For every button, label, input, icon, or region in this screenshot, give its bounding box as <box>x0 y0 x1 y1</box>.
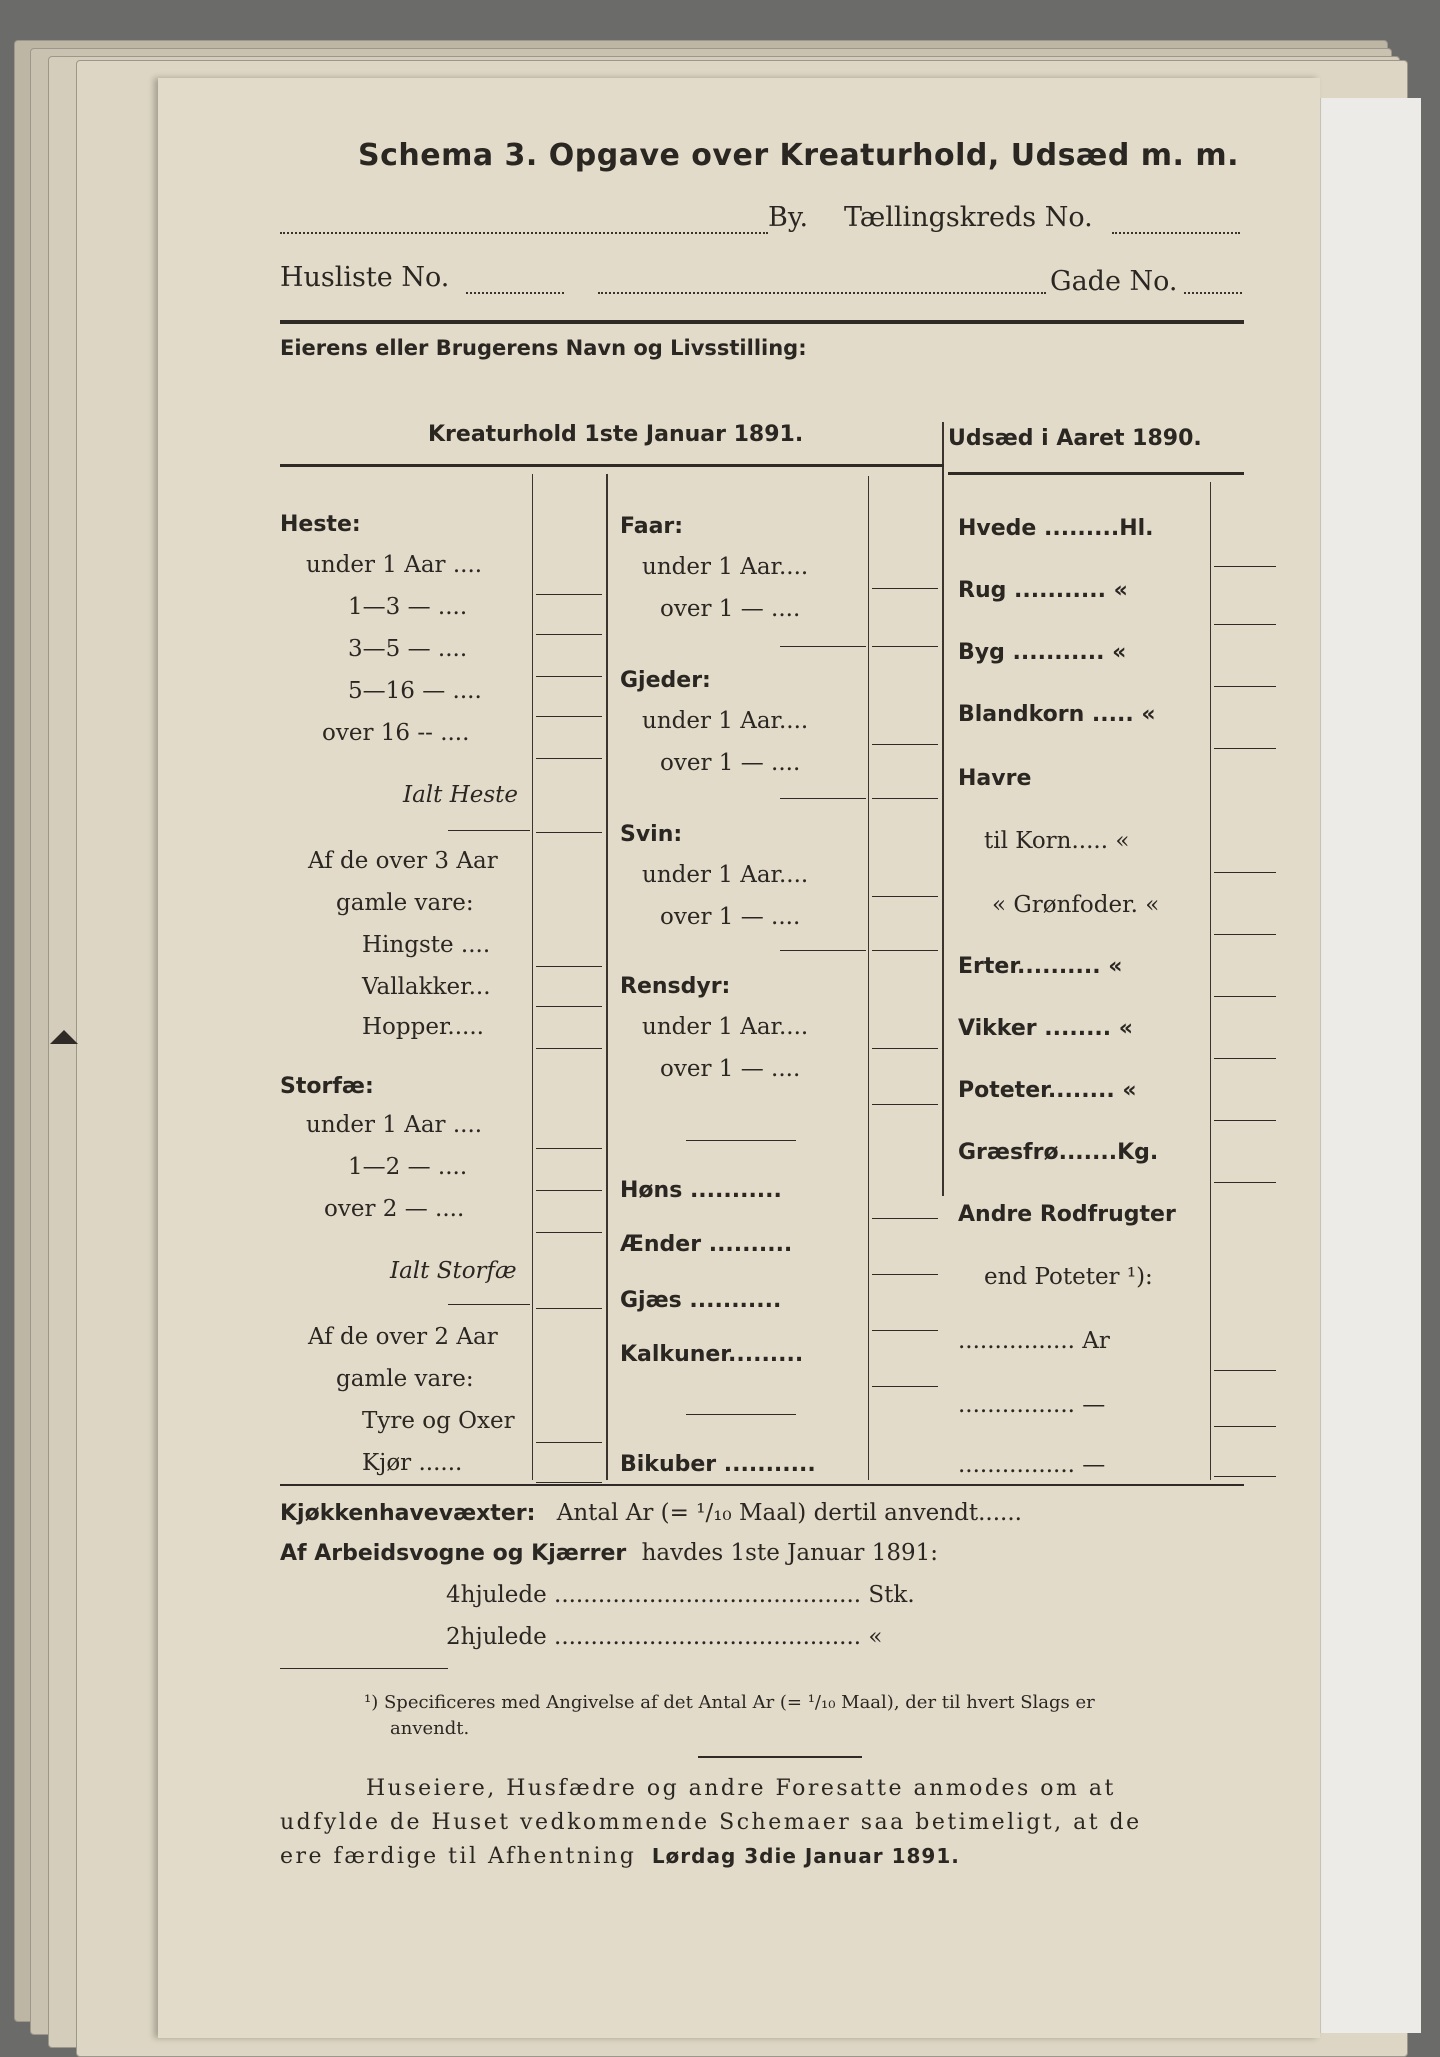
hingste: Hingste .... <box>362 932 491 958</box>
hvede: Hvede .........Hl. <box>958 516 1154 541</box>
col1-cell-rule <box>536 1442 602 1443</box>
svin-heading: Svin: <box>620 822 683 847</box>
by-field[interactable] <box>280 224 768 234</box>
col3-cell-rule <box>1214 1120 1276 1121</box>
col2-cell-rule <box>872 646 938 647</box>
ialt-storfae-rule <box>448 1304 530 1305</box>
col1-cell-rule <box>536 832 602 833</box>
form-page <box>158 78 1320 2038</box>
ialt-storfae: Ialt Storfæ <box>390 1258 517 1284</box>
col3-cell-rule <box>1214 1058 1276 1059</box>
heste-3-5: 3—5 — .... <box>348 636 468 662</box>
aender: Ænder .......... <box>620 1232 793 1257</box>
to-hjulede: 2hjulede .......................................... « <box>446 1624 883 1650</box>
udsaed-rule <box>948 472 1244 475</box>
col3-cell-rule <box>1214 996 1276 997</box>
rensdyr-sum-rule <box>686 1140 796 1141</box>
kjokkenhave-label: Kjøkkenhavevæxter: <box>280 1501 536 1526</box>
notice-separator <box>698 1756 862 1758</box>
street-field[interactable] <box>598 284 1046 294</box>
udsaed-heading: Udsæd i Aaret 1890. <box>948 426 1202 451</box>
gamle-vare-2: gamle vare: <box>336 1366 474 1392</box>
col2-cell-rule <box>872 1218 938 1219</box>
vallakker: Vallakker... <box>362 974 491 1000</box>
col1-cell-rule <box>536 1048 602 1049</box>
kreaturhold-heading: Kreaturhold 1ste Januar 1891. <box>428 422 804 447</box>
tyre-og-oxer: Tyre og Oxer <box>362 1408 515 1434</box>
storfae-under-1: under 1 Aar .... <box>306 1112 483 1138</box>
havre-til-korn: til Korn..... « <box>984 828 1130 854</box>
faar-under-1: under 1 Aar.... <box>642 554 809 580</box>
storfae-1-2: 1—2 — .... <box>348 1154 468 1180</box>
gamle-vare-1: gamle vare: <box>336 890 474 916</box>
gjeder-sum-rule <box>780 798 866 799</box>
owner-label: Eierens eller Brugerens Navn og Livsstilling: <box>280 336 807 360</box>
col1-cell-rule <box>536 758 602 759</box>
hopper: Hopper..... <box>362 1014 484 1040</box>
col3-cell-rule <box>1214 1370 1276 1371</box>
hons: Høns ........... <box>620 1178 782 1203</box>
rensdyr-over-1: over 1 — .... <box>660 1056 801 1082</box>
vikker: Vikker ........ « <box>958 1016 1134 1041</box>
col2-value-rule-left <box>868 476 869 1480</box>
svin-over-1: over 1 — .... <box>660 904 801 930</box>
col1-cell-rule <box>536 716 602 717</box>
col1-cell-rule <box>536 1006 602 1007</box>
col2-cell-rule <box>872 1274 938 1275</box>
col3-cell-rule <box>1214 934 1276 935</box>
col1-cell-rule <box>536 1308 602 1309</box>
svin-sum-rule <box>780 950 866 951</box>
kalkuner: Kalkuner......... <box>620 1342 804 1367</box>
svin-under-1: under 1 Aar.... <box>642 862 809 888</box>
col3-cell-rule <box>1214 872 1276 873</box>
storfae-over-2: over 2 — .... <box>324 1196 465 1222</box>
col2-cell-rule <box>872 798 938 799</box>
havre: Havre <box>958 766 1032 791</box>
rensdyr-heading: Rensdyr: <box>620 974 731 999</box>
col2-cell-rule <box>872 896 938 897</box>
kjokkenhave-text: Antal Ar (= ¹/₁₀ Maal) dertil anvendt...... <box>556 1500 1022 1526</box>
faar-sum-rule <box>780 646 866 647</box>
col1-value-rule-right <box>606 474 608 1480</box>
arbeidsvogne-line <box>280 1540 938 1566</box>
kalkuner-sum-rule <box>686 1414 796 1415</box>
arbeidsvogne-label: Af Arbeidsvogne og Kjærrer <box>280 1541 627 1566</box>
col2-cell-rule <box>872 950 938 951</box>
table-bottom-rule <box>280 1484 1244 1486</box>
col3-cell-rule <box>1214 624 1276 625</box>
col2-cell-rule <box>872 588 938 589</box>
col3-cell-rule <box>1214 748 1276 749</box>
havre-gronfoder: « Grønfoder. « <box>992 892 1160 918</box>
kjokkenhave-line <box>280 1500 1022 1526</box>
col1-value-rule-left <box>532 474 533 1480</box>
col1-cell-rule <box>536 676 602 677</box>
footnote-line-1: ¹) Specificeres med Angivelse af det Antal Ar (= ¹/₁₀ Maal), der til hvert Slags er <box>364 1692 1095 1713</box>
ialt-heste-rule <box>448 830 530 831</box>
af-over-2-aar: Af de over 2 Aar <box>308 1324 498 1350</box>
husliste-field[interactable] <box>466 284 564 294</box>
end-poteter: end Poteter ¹): <box>984 1264 1153 1290</box>
col3-cell-rule <box>1214 1182 1276 1183</box>
taellingskreds-label: Tællingskreds No. <box>844 202 1093 233</box>
col3-cell-rule <box>1214 1476 1276 1477</box>
erter: Erter.......... « <box>958 954 1123 979</box>
rensdyr-under-1: under 1 Aar.... <box>642 1014 809 1040</box>
col1-cell-rule <box>536 594 602 595</box>
gade-label: Gade No. <box>1050 266 1178 297</box>
poteter: Poteter........ « <box>958 1078 1137 1103</box>
heste-heading: Heste: <box>280 512 361 537</box>
kreaturhold-rule <box>280 464 944 467</box>
col1-cell-rule <box>536 1190 602 1191</box>
ialt-heste: Ialt Heste <box>403 782 519 808</box>
gjaes: Gjæs ........... <box>620 1288 782 1313</box>
faar-heading: Faar: <box>620 514 684 539</box>
storfae-heading: Storfæ: <box>280 1074 374 1099</box>
husliste-label: Husliste No. <box>280 262 450 293</box>
taellingskreds-field[interactable] <box>1112 224 1240 234</box>
gjeder-under-1: under 1 Aar.... <box>642 708 809 734</box>
col3-cell-rule <box>1214 566 1276 567</box>
col2-cell-rule <box>872 1330 938 1331</box>
heste-1-3: 1—3 — .... <box>348 594 468 620</box>
heste-5-16: 5—16 — .... <box>348 678 482 704</box>
by-label: By. <box>768 202 809 233</box>
arbeidsvogne-text: havdes 1ste Januar 1891: <box>641 1540 939 1566</box>
notice-line-1: Huseiere, Husfædre og andre Foresatte anmodes om at <box>366 1776 1116 1801</box>
gade-field[interactable] <box>1184 284 1242 294</box>
col1-cell-rule <box>536 1148 602 1149</box>
col2-cell-rule <box>872 1386 938 1387</box>
blandkorn: Blandkorn ..... « <box>958 702 1156 727</box>
section-divider <box>942 422 944 1196</box>
heste-over-16: over 16 -- .... <box>322 720 470 746</box>
form-title: Schema 3. Opgave over Kreaturhold, Udsæd m. m. <box>358 138 1240 173</box>
kjor: Kjør ...... <box>362 1450 463 1476</box>
col1-cell-rule <box>536 1232 602 1233</box>
af-over-3-aar: Af de over 3 Aar <box>308 848 498 874</box>
gjeder-heading: Gjeder: <box>620 668 711 693</box>
col2-cell-rule <box>872 1104 938 1105</box>
header-rule <box>280 320 1244 324</box>
col3-value-rule-left <box>1210 482 1211 1480</box>
col1-cell-rule <box>536 634 602 635</box>
graesfro: Græsfrø.......Kg. <box>958 1140 1159 1165</box>
faar-over-1: over 1 — .... <box>660 596 801 622</box>
gjeder-over-1: over 1 — .... <box>660 750 801 776</box>
notice-line-3 <box>280 1844 960 1869</box>
footnote-rule <box>280 1668 448 1669</box>
col2-cell-rule <box>872 744 938 745</box>
notice-line-3-text: ere færdige til Afhentning <box>280 1844 637 1869</box>
byg: Byg ........... « <box>958 640 1127 665</box>
notice-deadline: Lørdag 3die Januar 1891. <box>651 1844 960 1868</box>
col2-cell-rule <box>872 1048 938 1049</box>
andre-ar-1: ................ Ar <box>958 1328 1110 1354</box>
pointer-mark-icon <box>50 1030 78 1044</box>
col1-cell-rule <box>536 966 602 967</box>
white-backing-strip <box>1320 98 1421 2033</box>
fire-hjulede: 4hjulede .......................................... Stk. <box>446 1582 915 1608</box>
andre-ar-2: ................ — <box>958 1392 1106 1418</box>
heste-under-1: under 1 Aar .... <box>306 552 483 578</box>
andre-ar-3: ................ — <box>958 1452 1106 1478</box>
footnote-line-2: anvendt. <box>390 1718 470 1739</box>
notice-line-2: udfylde de Huset vedkommende Schemaer saa betimeligt, at de <box>280 1810 1142 1835</box>
col3-cell-rule <box>1214 686 1276 687</box>
bikuber: Bikuber ........... <box>620 1452 816 1477</box>
col3-cell-rule <box>1214 1426 1276 1427</box>
col1-cell-rule <box>536 1482 602 1483</box>
rug: Rug ........... « <box>958 578 1128 603</box>
andre-rodfrugter: Andre Rodfrugter <box>958 1202 1176 1227</box>
